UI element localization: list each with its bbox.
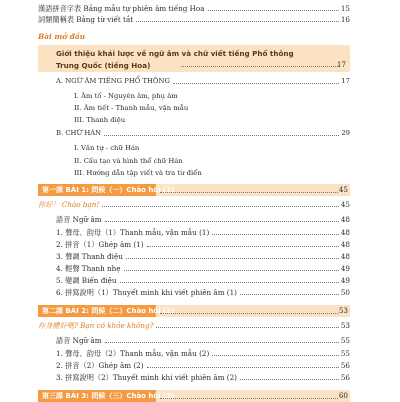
lesson-label: 第一課 BÀI 1: 問候（一）Chào hỏi (1) [38, 184, 156, 196]
toc-subitem[interactable]: 1. 聲母、韵母（1）Thanh mẫu, vận mẫu (1) 48 [56, 228, 350, 237]
lesson-3-banner[interactable] [38, 390, 350, 402]
leader-dots [126, 258, 339, 259]
toc-page-number: 53 [338, 306, 348, 315]
toc-page-number: 17 [336, 60, 346, 69]
leader-dots [104, 135, 339, 136]
leader-dots [147, 367, 339, 368]
leader-dots [240, 379, 339, 380]
intro-title-line2: Trung Quốc (tiếng Hoa) [56, 61, 151, 70]
toc-subitem[interactable]: 4. 輕聲 Thanh nhẹ 49 [56, 264, 350, 273]
lesson-2-greeting[interactable]: 你身體好嗎? Bạn có khỏe không? 53 [38, 321, 350, 330]
leader-dots [124, 270, 339, 271]
toc-entry-part-a[interactable] [56, 77, 350, 86]
toc-subitem[interactable]: III. Thanh điệu [74, 116, 126, 124]
toc-entry-part-b[interactable] [56, 129, 350, 138]
intro-title-line1: Giới thiệu khái lược về ngữ âm và chữ viết tiếng Phổ thông [56, 49, 294, 58]
leader-dots [120, 282, 339, 283]
toc-subitem[interactable]: 1. 聲母、韵母（2）Thanh mẫu, vận mẫu (2) 55 [56, 349, 350, 358]
leader-dots [105, 221, 339, 222]
lesson-1-greeting[interactable]: 你好！ Chào bạn! 45 [38, 200, 350, 209]
toc-entry-title: A. NGỮ ÂM TIẾNG PHỔ THÔNG [56, 77, 170, 85]
section-title: Bài mở đầu [38, 32, 86, 41]
toc-subitem[interactable]: 3. 聲調 Thanh điệu 48 [56, 252, 350, 261]
toc-subitem[interactable]: 6. 拼寫說明（1）Thuyết minh khi viết phiên âm (1) 50 [56, 288, 350, 297]
toc-subitem[interactable]: 5. 變調 Biến điệu 49 [56, 276, 350, 285]
lesson-2-phonetics[interactable]: 語音 Ngữ âm 55 [56, 336, 350, 345]
toc-subitem[interactable]: II. Cấu tạo và hình thể chữ Hán [74, 157, 183, 165]
intro-entry[interactable] [38, 45, 350, 72]
leader-dots [136, 21, 339, 22]
toc-entry[interactable] [38, 4, 350, 13]
toc-entry-title: 漢語拼音字表 Bảng mẫu tự phiên âm tiếng Hoa [38, 4, 205, 13]
toc-page-number: 45 [338, 185, 348, 194]
lesson-2-banner[interactable] [38, 305, 350, 317]
leader-dots [160, 192, 338, 193]
leader-dots [160, 398, 338, 399]
leader-dots [147, 246, 339, 247]
toc-page-number: 29 [341, 129, 350, 137]
toc-subitem[interactable]: III. Hướng dẫn tập viết và tra từ điển [74, 169, 202, 177]
leader-dots [212, 355, 339, 356]
toc-page-number: 17 [341, 77, 350, 85]
toc-subitem[interactable]: 2. 拼音（1）Ghép âm (1) 48 [56, 240, 350, 249]
lesson-label: 第二課 BÀI 2: 問候（二）Chào hỏi (2) [38, 305, 156, 317]
leader-dots [173, 83, 339, 84]
toc-subitem[interactable]: I. Âm tố - Nguyên âm, phụ âm [74, 92, 178, 100]
toc-entry-title: B. CHỮ HÁN [56, 129, 102, 137]
leader-dots [156, 327, 338, 328]
lesson-1-phonetics[interactable]: 語音 Ngữ âm 48 [56, 215, 350, 224]
leader-dots [208, 10, 339, 11]
lesson-1-banner[interactable] [38, 184, 350, 196]
toc-page-number: 60 [338, 391, 348, 400]
toc-entry-title: 詞類簡稱表 Bảng từ viết tắt [38, 15, 134, 24]
toc-page-number: 16 [340, 15, 350, 24]
leader-dots [181, 66, 340, 67]
leader-dots [160, 313, 338, 314]
leader-dots [102, 206, 339, 207]
leader-dots [105, 342, 339, 343]
toc-subitem[interactable]: 2. 拼音（2）Ghép âm (2) 56 [56, 361, 350, 370]
lesson-label: 第三課 BÀI 3: 問候（三）Chào hỏi (3) [38, 390, 156, 402]
toc-subitem[interactable]: II. Âm tiết - Thanh mẫu, vận mẫu [74, 104, 189, 112]
toc-entry[interactable] [38, 15, 350, 24]
toc-subitem[interactable]: 3. 拼寫說明（2）Thuyết minh khi viết phiên âm (2) 56 [56, 373, 350, 382]
toc-page-number: 15 [340, 4, 350, 13]
leader-dots [240, 294, 339, 295]
leader-dots [212, 234, 339, 235]
toc-subitem[interactable]: I. Văn tự - chữ Hán [74, 144, 140, 152]
